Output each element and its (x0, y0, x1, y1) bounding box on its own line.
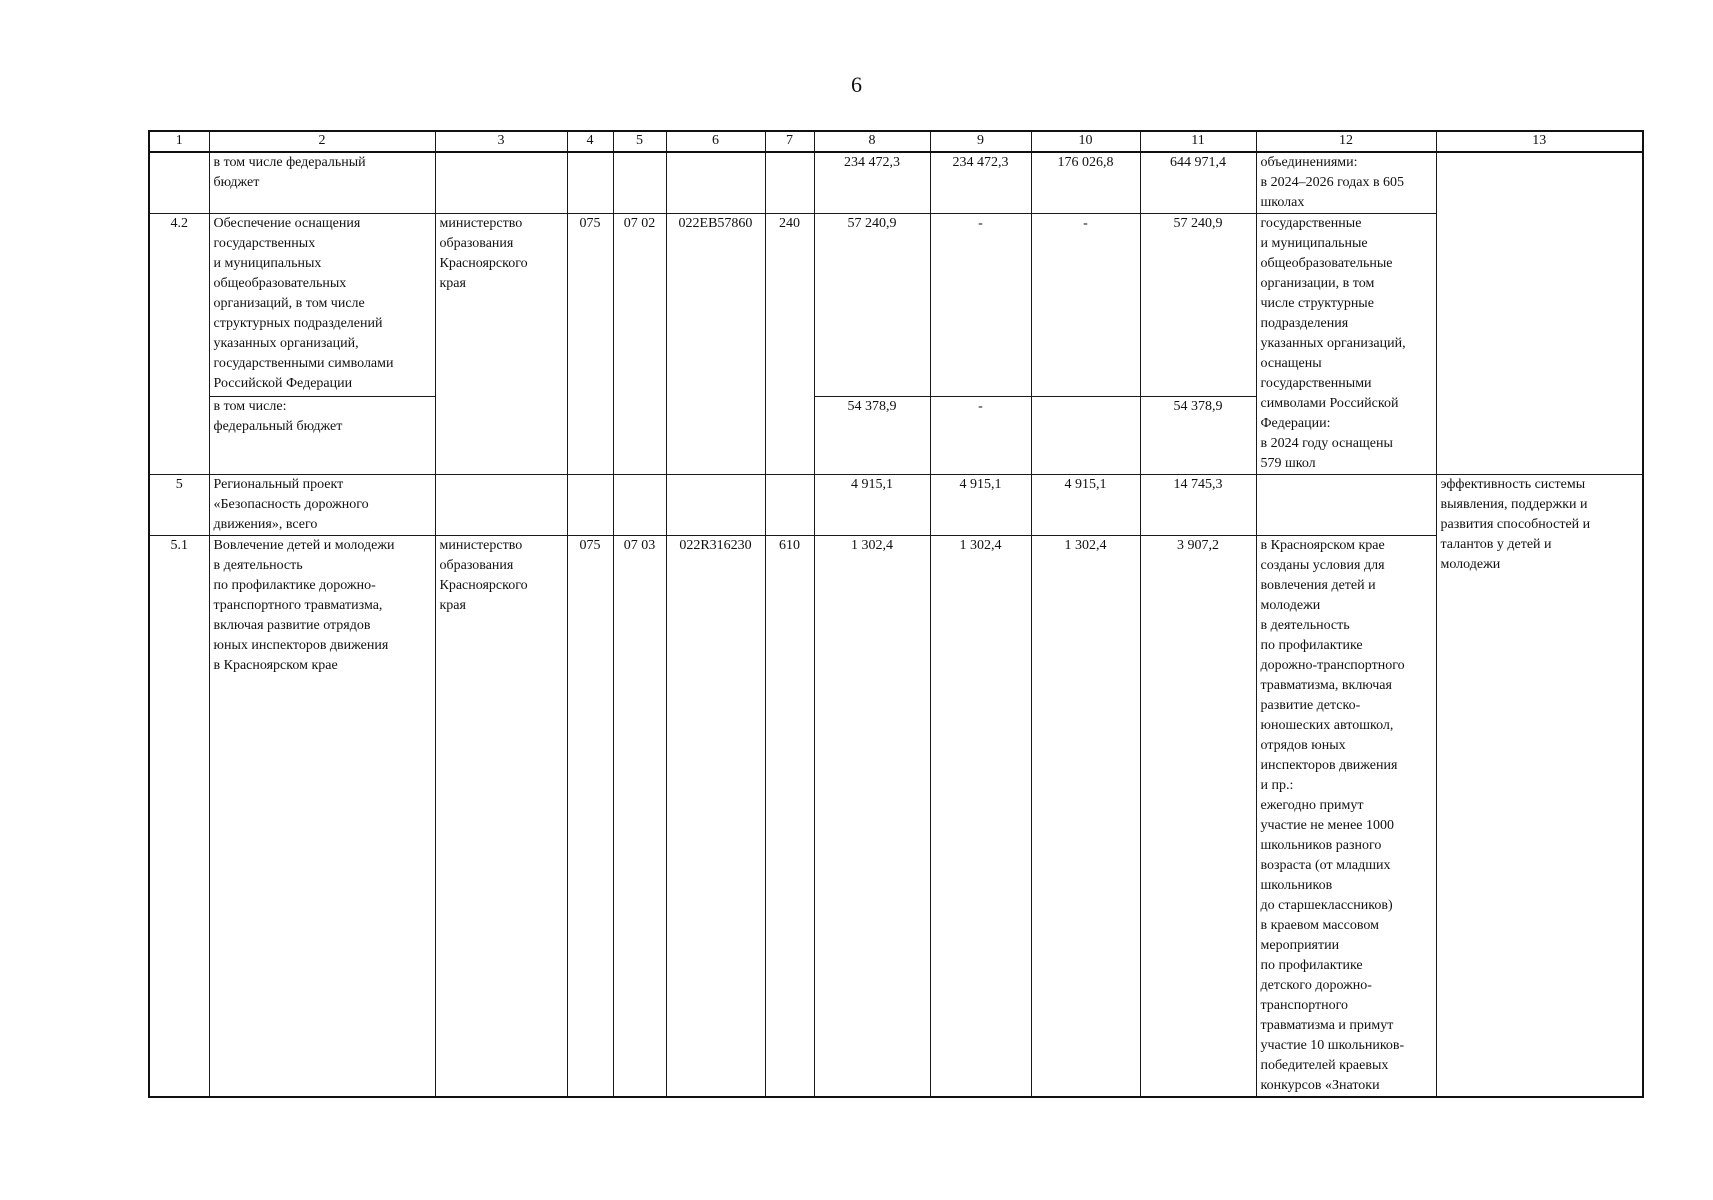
value-total: 54 378,9 (1140, 397, 1256, 475)
table-row-4-2 (149, 214, 1643, 397)
code-gr-cell: 075 (567, 536, 613, 1098)
value-2025: 4 915,1 (930, 475, 1031, 536)
row-name-cell: в том числе федеральный бюджет (209, 152, 435, 214)
row-name-cell: Обеспечение оснащения государственных и муниципальных общеобразовательных организаций, в том числе структурных подразделений указанных организаций, государственными символами Российской Федерации (209, 214, 435, 397)
column-header: 12 (1256, 131, 1436, 152)
result-cell: в Красноярском крае созданы условия для вовлечения детей и молодежи в деятельность по профилактике дорожно-транспортного травматизма, включая развитие детско- юношеских автошкол, отрядов юных инспекторов движения и пр.: ежегодно примут участие не менее 1000 школьников разного возраста (от младших школьников до старшеклассников) в краевом массовом мероприятии по профилактике детского дорожно- транспортного травматизма и примут участие 10 школьников- победителей краевых конкурсов «Знатоки (1256, 536, 1436, 1098)
value-2024: 4 915,1 (814, 475, 930, 536)
value-2026: 4 915,1 (1031, 475, 1140, 536)
column-header: 6 (666, 131, 765, 152)
value-total: 644 971,4 (1140, 152, 1256, 214)
row-name-cell: Региональный проект «Безопасность дорожного движения», всего (209, 475, 435, 536)
value-2025: - (930, 397, 1031, 475)
column-header: 1 (149, 131, 209, 152)
value-2024: 54 378,9 (814, 397, 930, 475)
column-header: 5 (613, 131, 666, 152)
value-2026: - (1031, 214, 1140, 397)
page-number: 6 (851, 72, 862, 97)
column-header: 4 (567, 131, 613, 152)
column-number-row (149, 131, 1643, 152)
code-gr-cell: 075 (567, 214, 613, 475)
result-cell (1256, 475, 1436, 536)
code-csr-cell: 022ЕВ57860 (666, 214, 765, 475)
row-number-cell: 5.1 (149, 536, 209, 1098)
column-header: 8 (814, 131, 930, 152)
column-header: 13 (1436, 131, 1643, 152)
row-name-cell: в том числе: федеральный бюджет (209, 397, 435, 475)
row-name-cell: Вовлечение детей и молодежи в деятельность по профилактике дорожно- транспортного травматизма, включая развитие отрядов юных инспекторов движения в Красноярском крае (209, 536, 435, 1098)
value-2025: 234 472,3 (930, 152, 1031, 214)
row-number-cell: 5 (149, 475, 209, 536)
value-total: 57 240,9 (1140, 214, 1256, 397)
code-rzpr-cell: 07 03 (613, 536, 666, 1098)
executor-cell: министерство образования Красноярского края (435, 536, 567, 1098)
column-header: 9 (930, 131, 1031, 152)
row-number-cell (149, 152, 209, 214)
column-header: 10 (1031, 131, 1140, 152)
value-2026: 176 026,8 (1031, 152, 1140, 214)
column-header: 2 (209, 131, 435, 152)
result-cell: объединениями: в 2024–2026 годах в 605 школах (1256, 152, 1436, 214)
executor-cell: министерство образования Красноярского края (435, 214, 567, 475)
value-2026: 1 302,4 (1031, 536, 1140, 1098)
program-table (148, 130, 1644, 1098)
column-header: 3 (435, 131, 567, 152)
code-vr-cell: 240 (765, 214, 814, 475)
column-header: 7 (765, 131, 814, 152)
table-row-5-1 (149, 536, 1643, 1098)
value-2024: 57 240,9 (814, 214, 930, 397)
table-row-federal-budget (149, 152, 1643, 214)
code-rzpr-cell: 07 02 (613, 214, 666, 475)
value-2025: - (930, 214, 1031, 397)
code-vr-cell: 610 (765, 536, 814, 1098)
value-total: 14 745,3 (1140, 475, 1256, 536)
value-total: 3 907,2 (1140, 536, 1256, 1098)
table-row-5 (149, 475, 1643, 536)
indicator-cell-empty (1436, 152, 1643, 475)
value-2024: 234 472,3 (814, 152, 930, 214)
indicator-cell: эффективность системы выявления, поддержки и развития способностей и талантов у детей и молодежи (1436, 475, 1643, 1098)
code-csr-cell: 022R316230 (666, 536, 765, 1098)
value-2025: 1 302,4 (930, 536, 1031, 1098)
result-cell: государственные и муниципальные общеобразовательные организации, в том числе структурные подразделения указанных организаций, оснащены государственными символами Российской Федерации: в 2024 году оснащены 579 школ (1256, 214, 1436, 475)
row-number-cell: 4.2 (149, 214, 209, 475)
value-2026 (1031, 397, 1140, 475)
value-2024: 1 302,4 (814, 536, 930, 1098)
column-header: 11 (1140, 131, 1256, 152)
